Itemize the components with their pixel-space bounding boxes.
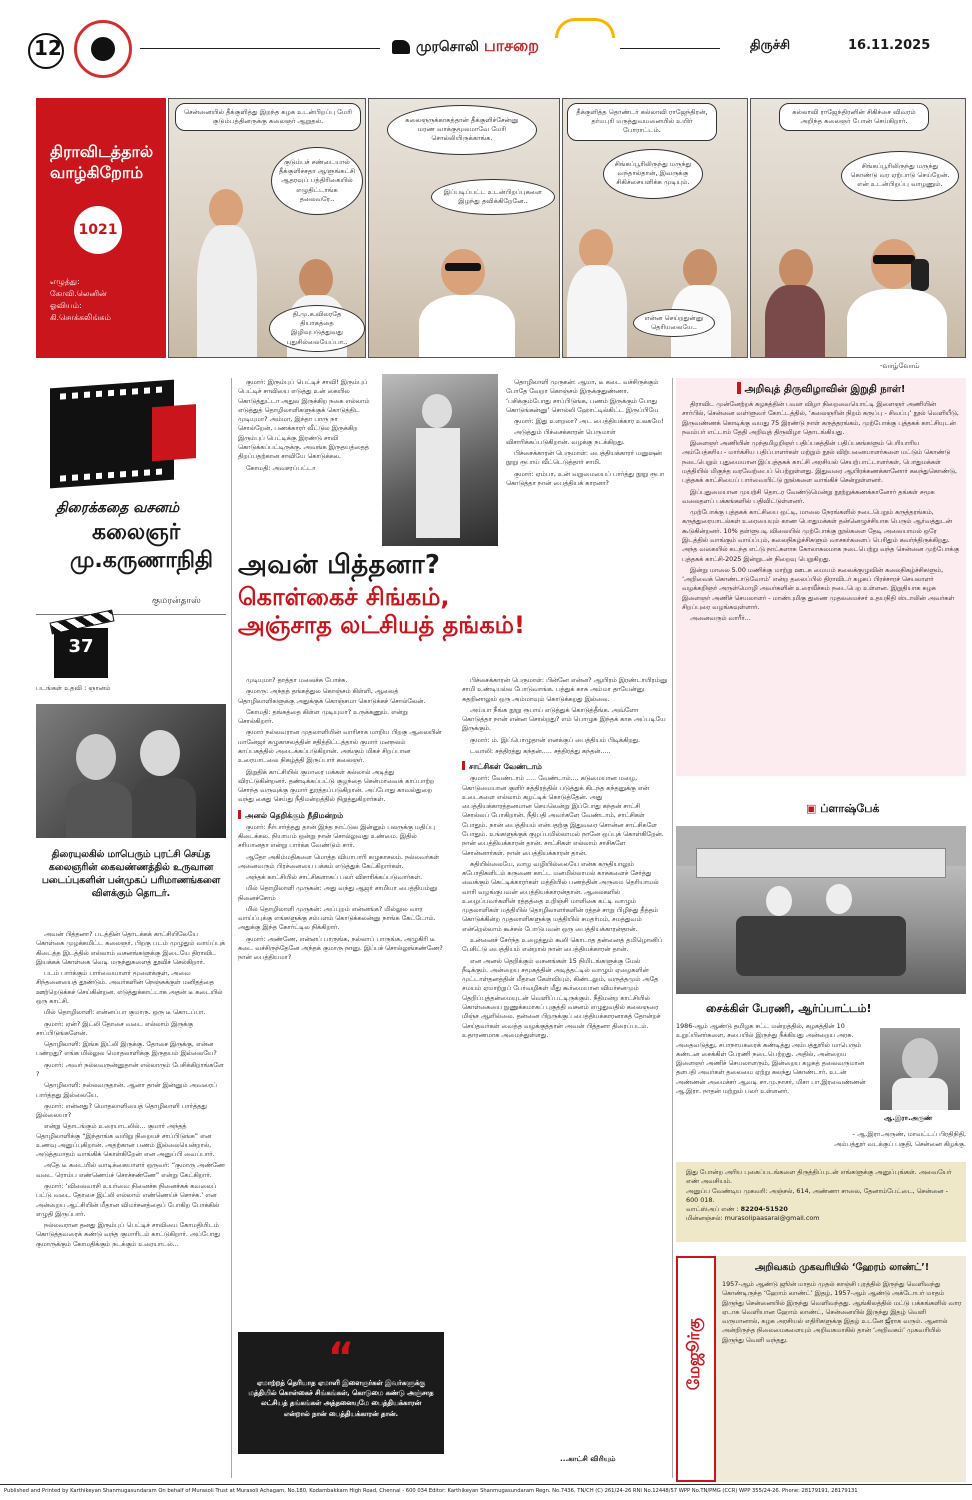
history-side-tag <box>676 1256 716 1482</box>
paragraph: குமார்: ம். இப்பொழுதான் எனக்குப் பைத்தியம் பிடிக்கிறது. <box>470 735 641 744</box>
contributor-caption: ஆ.இரா.அருண் <box>884 1114 933 1122</box>
flashback-label <box>806 802 879 817</box>
camera-icon: ▣ <box>806 802 821 815</box>
masthead-murasoli: முரசொலி <box>416 39 479 55</box>
comic-artist-label: ஓவியம்: <box>50 300 82 310</box>
paragraph: குமார்: ‘விலைவாசி உயர்வை நினைச்சு நினைச்சுக் கவலைப் பட்டு வடை தோசை இட்லி எல்லாம் எண்ணெய்ச் சொச்சு.’ என அன்றைய ஆட்சியின் மீதான விமர்சனத்தைப் போகிற போக்கில் எழுதி இருப்பார். <box>36 1182 220 1218</box>
comic-title-panel <box>36 98 166 358</box>
contributor-photo <box>880 1028 960 1110</box>
series-author: குமரன்தாஸ் <box>152 596 201 606</box>
character-head <box>299 259 333 299</box>
paragraph: இன்று மாலை 5.00 மணிக்கு மாற்று ஊடக மையம் கலைக்குழுவின் கலைநிகழ்ச்சிகளும், ‘அறிவைக் கொண்டாடுவோம்’ என்ற தலைப்பில் திராவிடர் கழகப் பிரச்சாரச் செயலாளர் வழக்கறிஞர் அருள்மொழி அவர்களின் உரைவீச்சும் நடைபெற உள்ளன. இறுதியாக கழக இளைஞர் அணிச் செயலாளர் - மாண்புமிகு துணை முதலமைச்சர் உதயநிதி ஸ்டாலின் அவர்கள் சிறப்புரை வழங்கவுள்ளார். <box>682 565 955 611</box>
article-mid2-top <box>506 378 666 490</box>
quote-icon: “ <box>327 1335 355 1381</box>
person <box>826 884 852 914</box>
submit-email-label: மின்னஞ்சல்: <box>686 1214 723 1223</box>
pull-quote <box>238 1332 444 1454</box>
comic-panel-3 <box>562 98 748 358</box>
paragraph: முற்போக்கு புத்தகக் காட்சியை ஒட்டி, மாலை நேரங்களில் நடைபெறும் கருத்தரங்கம், கருத்துரையாடல்கள் உரையையும் காண பொதுமக்கள் தன்னெழுச்சியாக பெரும் ஆர்வத்துடன் கூடுகின்றனர். 10% தள்ளுபடி விலையில் முற்போக்கு நூல்களை தேடி அலையாமல் ஒரே இடத்தில் வாங்கும் வாய்ப்பும், கலைநிகழ்ச்சிகளும் வாசகர்களைப் பெரிதும் கவர்ந்திருக்கிறது. அந்த வகையில் கடந்த எட்டு நாட்களாக கோலாகலமாக நடைபெற்று வந்த சென்னை முற்போக்கு புத்தகக் காட்சி-2025 இன்றுடன் நிறைவு பெறுகிறது. <box>682 508 960 563</box>
article-mid2-column <box>462 676 668 1042</box>
footer-imprint: Published and Printed by Karthikeyan Shanmugasundaram On behalf of Murasoli Trust at Murasoli Achagam, No.180, Kodambakkam High Road, Chennai - 600 034 Editor: Karthikeyan Shanmugasundaram Regn. No.7436, TN/CH (C) 261/24-26 RNI No.12448/57 WPP No.TN/PMG (CCR) WPP 355/24-26. Phone: 28179191, 28179131 <box>4 1488 858 1494</box>
contributor-signature <box>780 1130 966 1149</box>
series-intro: திரையுலகில் மாபெரும் புரட்சி செய்த கலைஞரின் கைவண்ணத்தில் உருவான படைப்புகளின் பன்முகப் பரிமாணங்களை விளக்கும் தொடர். <box>41 849 221 900</box>
edition-date: 16.11.2025 <box>848 38 931 53</box>
bull-icon <box>392 40 410 54</box>
history-side-label: மேஜூர்கு <box>684 1318 703 1391</box>
speech-bubble: என்ன செய்றதுன்னு தெரியலையே.. <box>633 309 715 337</box>
actor-face <box>422 394 452 428</box>
paragraph: கதியில்லையே, வாழ வழியில்லையே என்க கருதியாலும் கபோதிகளிடம் கருணை காட்ட மனமில்லாமல் காசுகளைச் சேர்த்து வைக்கும் கெட்டிக்காரர்கள் மத்தியில் பணத்தின் அருமை தெரியாமல் வாரி வழங்குபவன் பைத்தியக்காரன்தான். ஆலைகளில் உழைப்பவர்களின் ரத்தத்தை உறிஞ்சி மாளிகை கட்டி வாழும் முதலாளிகள் மத்தியில் தொழிலாளர்களின் ரத்தச் சாறு பிழிந்து தீத்தம் கொடுக்கின்ற முதலாளிகளுக்கு மத்தியில் சமதர்மம், சமத்துவம் என்றெல்லாம் கூச்சல் போடுபவன் ஒரு பைத்தியக்காரன்தான். <box>462 859 659 933</box>
masthead-pasarai: பாசறை <box>483 36 540 55</box>
paragraph: பிச்சைக்காரன் பெருமாள்: பின்னே என்ன? ஆயிரம் இரண்டாயிரம்னு சாமி உண்டியல்ல போடுவாங்க. பத்துக் காசு அம்மா தாயேன்னு கதறினாலும் ஒரு அம்மாவும் கொடுக்கறது இல்லை. <box>462 676 668 703</box>
character-head <box>683 249 717 289</box>
pull-quote-text: ஏமாற்றத் தெரியாத ஏமாளி இளைஞர்கள் இவர்களுக்கு மத்தியில் கொள்கைச் சிங்கங்கள், கொடுமை கண்டு அஞ்சாத லட்சியத் தங்கங்கள் அத்தனையுமே பைத்தியக்காரன் என்றால் நான் பைத்தியக்காரன் தான். <box>248 1379 434 1418</box>
paragraph: குமார்: என்னது? மொதலாளியைத் தொழிலாளி பார்த்தது இல்லையா? <box>36 1101 207 1120</box>
comic-title: திராவிடத்தால் வாழ்கிறோம் <box>50 142 154 182</box>
continued-note: ...காட்சி விரியும் <box>560 1454 616 1463</box>
film-still-photo <box>36 704 226 838</box>
edition-city: திருச்சி <box>750 38 791 53</box>
paragraph: குமாரு: அந்தத் தங்கத்துல கொஞ்சம் கிள்ளி, ஆலைத் தொழிலாளிகளுக்கு அதுக்குக் கொஞ்சமா கொடுக்கச் சொல்லேன். <box>238 687 426 705</box>
history-note-title: அறிவகம் முகவரியில் ‘ஹேரம் லாண்ட்’! <box>754 1262 930 1273</box>
history-note-box <box>676 1256 966 1482</box>
actor-body <box>66 782 132 838</box>
paragraph: அவன் பித்தனா? படத்தின் தொடக்கக் காட்சியிலேயே கொள்கை முழக்கமிட்ட கலைஞர், பிறகு படம் முழுதும் வாய்ப்புக் கிடைத்த இடத்தில் எல்லாம் வசனங்களுக்கு இடையே திராவிட இயக்கக் கொள்கை வெடி மருந்துகளைத் தூவிச் செல்கிறார். <box>36 930 225 966</box>
article-headline <box>238 550 668 640</box>
contributor-sign-line2: அம்பத்தூர் வடக்குப் பகுதி, சென்னை கிழக்கு. <box>834 1139 966 1148</box>
speech-bubble: சிங்கப்பூரிலிருந்து மருந்து கொண்டு வர ஏற்பாடு செய்றேன். என் உடன்பிறப்பு வாழணும். <box>841 151 959 201</box>
kalaignar-emblem-logo <box>74 20 132 78</box>
rally-title: சைக்கிள் பேரணி, ஆர்ப்பாட்டம்! <box>706 1002 872 1015</box>
banner <box>696 848 946 878</box>
paragraph: கோமதி: அவசரப்பட்டா <box>246 463 316 472</box>
headline-line1: அவன் பித்தனா? <box>238 550 441 580</box>
character-figure <box>847 289 947 358</box>
header-rule-left <box>140 48 380 49</box>
speech-bubble: கல்லாவி ராஜேந்திரனின் சிகிச்சை விவரம் அறிந்த கலைஞர் போன் செய்கிறார். <box>779 103 929 131</box>
paragraph: இளைஞர் அணியின் முந்தமிழறிஞர் பதிப்பகத்தின் பதிப்பகங்களும் பெரியாரிய அம்பேத்கரிய - மார்க்சிய பதிப்பாளர்கள் மற்றும் நூல் விற்பனையாளர்களை மட்டும் கொண்டு நடைபெறும் புதுமையான இப்புத்தகக் காட்சி அரசியல் செயற்பாட்டாளர்கள், பொதுமக்கள் மத்தியில் மிகுந்த வரவேற்பைப் பெற்றுள்ளது. இதுவரை ஆயிரக்கணக்கானோர் கலந்துகொண்டு, புத்தகக் காட்சியைப் பார்வையிட்டு நூல்களை வாங்கிச் சென்றுள்ளனர். <box>682 439 957 485</box>
comic-artist: கி.சொக்கலிங்கம் <box>50 312 111 322</box>
article-mid1-top <box>238 378 372 475</box>
character-figure <box>197 225 257 358</box>
submit-email-link[interactable]: murasolipaasarai@gmail.com <box>724 1214 820 1223</box>
jeep <box>736 916 906 976</box>
character-head <box>209 189 243 229</box>
masthead <box>392 36 539 57</box>
paragraph: தொழிலாளி: இங்க இட்லி இருக்கு. தோசை இருக்கு, என்ன பண்றது? எங்க மில்லுல மொதலாளிக்கு இருதயம் இல்லையே? <box>36 1040 217 1058</box>
festival-notice-title: அறிவுத் திருவிழாவின் இறுதி நாள்! <box>682 382 960 396</box>
speech-bubble: சென்னையில் தீக்குளித்து இறந்த கழக உடன்பிறப்பு மேரி குடும்பத்தினருக்கு கலைஞர் ஆறுதல். <box>175 103 361 131</box>
comic-panel-4 <box>750 98 966 358</box>
article-left-column <box>36 930 226 1251</box>
festival-notice-body <box>682 400 960 623</box>
paragraph: அய்யா நீங்க நூறு ரூபாய் எடுத்துக் கொடுத்தீங்க. அவ்ளோ கொடுத்தா நான் என்ன சொல்றது? எம் பொழுசு இந்தக் காசு அப்படியே இருக்கும். <box>462 705 666 733</box>
paragraph: மில் தொழிலாளி முருகன்: அப்புறம் என்னங்க? மில்லுல வார வாய்ப்புக்கு எங்களுக்கு சம்பளம் கொடுக்கலன்னு நாங்க கேட்டோம். அதுக்கு இந்த கோர்ட்டில நிக்கிறார். <box>238 904 436 932</box>
character-figure <box>419 295 515 358</box>
comic-credits <box>50 276 154 324</box>
submit-note: இது போன்ற அரிய புகைப்படங்களை திருத்திப்புடன் எங்களுக்கு அனுப்புங்கள். அவையேர் எண் அவசியம். <box>686 1168 952 1186</box>
film-holes <box>60 386 164 399</box>
paragraph: மில் தொழிலாளி முருகன்: அது வந்து ஆஜர் சாமியா பைத்தியம்னு நினைச்சோம் <box>238 884 438 902</box>
column-divider <box>672 378 673 1478</box>
sunglasses-icon <box>445 263 481 271</box>
character-head <box>779 249 813 289</box>
character-head <box>579 229 613 269</box>
series-logo-line2: கலைஞர் <box>92 520 181 545</box>
contributor-sign-line1: – ஆ.இரா.அருண், மாவட்டப் பிரதிநிதி, <box>852 1130 966 1138</box>
headline-line2b: அஞ்சாத லட்சியத் தங்கம்! <box>238 611 525 640</box>
film-reel-graphic <box>50 380 174 489</box>
photo-credit: படங்கள் உதவி : ஞானம் <box>36 684 111 692</box>
paragraph: குமார்: நீர்பார்த்தது தான் இந்த நாட்டுல இன்னும் பலருக்கு மதிப்பு கிடைக்கல. நியாயம் ஒன்று நான் சொல்லுவது உண்மை. இதில் சரியானதா என்று பார்க்க வேண்டும் சார். <box>238 822 435 850</box>
actress-face <box>140 730 180 776</box>
history-note-body: 1957-ஆம் ஆண்டு ஜூன் மாதம் முதல் காஞ்சி புரத்தில் இருந்து வெளிவந்து கொண்டிருந்த ‘ஹோம் லாண்ட்’ இதழ், 1957-ஆம் ஆண்டு அக்டோபர் மாதம் இருந்து சென்னையில் இருந்து வெளிவந்தது. ஆங்கிலத்தில் மட்டு பக்கங்களில் வார ஏடாக வெளியான ஹோம் லாண்ட், சென்னையில் இருந்து இதழ் வெளி வருமானால், கழக அரசியல் எதிரிகளுக்கு இதழ் உடனே ஜீராக வரும். ஆனால் அன்றிருந்த நிலைமைகளையும் அறிவகமாகில் தான் ‘அறிவகம்’ முகவரியில் இருந்து வெளி வந்தது. <box>722 1280 962 1344</box>
paragraph: தொழிலாளி முருகன்: ஆமா, டீ கடை வச்சிருக்கும் போதே வேறா கொஞ்சம் இருக்குதுண்ணா. ‘பசிக்கும்போது சாப்பிடுங்க, பணம் இருக்கும் போது கொடுங்கன்னு’ சொல்லி ஹோட்டில்கிட்ட இருப்பியே <box>506 378 659 414</box>
paragraph: அதே டீ கடையில் வாடிக்கையாளர் ஒருவர்: “குமாரு அண்ணே வடை ரொம்ப எண்ணெய்ச் சொச்சண்ணே” என்று கேட்கிறார். <box>36 1161 225 1179</box>
actress-body <box>132 778 196 838</box>
article-mid1-column <box>238 676 443 965</box>
speech-bubble: தீக்குளித்த தொண்டர் கல்லாவி ராஜேந்திரன், தர்மபுரி மருத்துவமனையில் உயிர் போராட்டம். <box>567 103 717 141</box>
submit-whatsapp-label: வாட்ஸ்அப் எண் : <box>686 1205 739 1214</box>
page-header <box>0 0 972 86</box>
paragraph: குமார்: இரும்புப் பெட்டிச் சாவி! இரும்புப் பெட்டிச் சாவியை எடுத்து உன் கையில கொடுத்துட்டா அதுல இருக்கிற நகை எல்லாம் எடுத்துத் தொழிலாளிகளுக்குக் கொடுத்திட முடியுமா? அம்மா, இந்தா பாரு நா சொல்றேன், பணக்காரர் வீட்டுல இருக்கிற இரும்புப் பெட்டிக்கு இரண்டு சாவி கொடுக்கப்பட்டிருக்கு. அவங்க இருதயத்தைத் திறப்பதற்கான சாவியே கொடுக்கல. <box>238 378 370 461</box>
actor-face <box>76 734 116 780</box>
paragraph: நல்லவரான தனது இரும்புப் பெட்டிச் சாவியை கோமதியிடம் கொடுத்தவரைக் கண்டு வந்த குமாரிடம் காட்டுகிறார். அப்போது குமாருக்கும் கோமதிக்கும் நடக்கும் உரையாடல்... <box>36 1221 220 1248</box>
rally-body: 1986-ஆம் ஆண்டு தமிழக சட்ட மன்றத்தில், கழகத்தின் 10 உறுப்பினர்களை, சபையில் இருந்து நீக்கியது அன்றைய அரசு. அதைவடுத்து, சபாநாயகரைக் கண்டித்து அம்பத்தூரில் மாபெரும் கண்டன சைக்கிள் பேரணி நடைபெற்றது. அதில், அன்றைய இளைஞர் அணிச் செயலாளரும், இன்றைய கழகத் தலைவருமான தளபதி அவர்கள் தலைமை ஏற்று கலந்து கொண்டார். உடன் அண்ணன் அமைச்சர் ஆவடி சா.மு.நாசர், மிசா பா.இரவைண்ணன் ஆ.இரா. நாதன் மற்றும் பலர் உள்ளனர். <box>676 1022 866 1095</box>
paragraph: உன்னைச் சேர்ந்த உழைத்தும் கூலி கொடாத தன்னைத் தமிழொனிப் பேசிட்டு பைத்தியம் என்றால் நான் பைத்தியக்காரன் தான். <box>462 936 663 954</box>
speech-bubble: தி.மு.க.விலரதே தியாகத்தை இழிவுபடுத்துவது புதுசில்லையேப்பா.. <box>269 305 365 352</box>
comic-sign-off: -வாழ்வோம் <box>880 362 920 370</box>
submit-address-label: அனுப்ப வேண்டிய முகவரி: <box>686 1186 768 1195</box>
paragraph: முடியுமா? தாத்தா மலைச்சு போச்சு. <box>246 676 348 684</box>
subheading: அனல் தெறிக்கும் நீதிமன்றம் <box>238 810 443 821</box>
paragraph: குமார்: அவர் நல்லவருன்னுதான் எல்லாரும் பேசிக்கிறாங்களே ? <box>36 1060 224 1078</box>
actor-body <box>416 428 460 538</box>
flashback-photo <box>676 826 966 994</box>
footer-rule <box>0 1484 972 1485</box>
paragraph: என அனல் தெறிக்கும் வசனங்கள் 15 நிமிடங்களுக்கு மேல் நீடிக்கும். அன்றைய சமூகத்தின் அடித்தட்டில் வாழும் ஏழைகளின் முட்டாள்தனத்தின் மீதான கேள்வியும், கிண்டலும், வருத்தமும் அதே சமயம் ஏமாற்றுப் பேர்வழிகள் மீது கூர்மையான விமர்சனமும் தெறிப்புத்தன்மையுடன் வெளிப்பட்டிருக்கும். நீதிமன்ற காட்சியில் கொள்கையை நுணுக்கமாகப் புகுத்தி வசனம் எழுதுவதில் கலைஞரை மிஞ்ச ஆளில்லை. தன்னை பிறருக்குப் பைத்தியக்காரனாகத் தோன்றச் செய்தவர்கள் வைத்த வழக்குத்தான் அவன் பித்தனா திரைப்படம். உதாரணமாக அமைந்துள்ளது. <box>462 956 661 1039</box>
speech-bubble: கலைஞருக்காகத்தான் தீக்குளிச்சேன்னு மரண வாக்குமூலமாவே மேரி சொல்லியிருக்காங்க. <box>387 105 537 155</box>
series-logo-line1: திரைக்கதை வசனம் <box>56 500 180 516</box>
paragraph: குமார்: வேண்டாம் ..... வேண்டாம்.... கடுமையான மழை, கொடுமையான குளிர் சத்திரத்தில் படுத்துக் கிடந்த கந்தனுக்கு என் உடைகளை எல்லாம் கழட்டிக் கொடுத்தேன். அது பைத்தியக்காரத்தனமான செயலென்று இப்போது கந்தன் சாட்சி சொல்லப் போகிறான். நீதிபதி அவர்களே வேண்டாம், சாட்சிகள் போதும். நான் பைத்தியம் என்பதற்கு இதுவரை சொன்ன சாட்சிகளே போதும். உங்களுக்குக் குழப்பமில்லாமல் நானே ஒப்புக் கொள்கிறேன். நான் பைத்தியக்காரன் தான். சாட்சிகள் எல்லாம் சாசிகளே சொன்னார்கள். நான் பைத்தியக்காரன் தான். <box>462 774 664 857</box>
telephone-icon <box>911 259 929 291</box>
paragraph: மில் தொழிலாளி: என்னப்பா குமாரு. ஒரு டீ கொடப்பா. <box>44 1008 206 1017</box>
sunrise-icon <box>555 18 615 38</box>
headline-line2 <box>238 583 668 640</box>
column-divider <box>231 378 232 1478</box>
paragraph: என்று தொடங்கும் உரையாடலில்... குமார் அந்தத் தொழிலாளிக்கு “இந்தாங்க வயிறு நிறையச் சாப்பிடுங்க” என உணவு அனுப்புகிறான். அதற்கான பணம் இல்லையென்றால், அடுத்தமாதம் வாங்கிக் கொள்கிறேன் என அனுப்பி வைப்பார். <box>36 1122 215 1159</box>
submit-whatsapp: 82204-51520 <box>740 1205 788 1214</box>
paragraph: தொழிலாளி: நல்லவருதான். ஆனா தான் இன்னும் அவரைப் பார்த்தது இல்லையே. <box>36 1081 217 1099</box>
paragraph: அடுத்தும் பிச்சைக்காரன் பெருமாள் விசாரிக்கப்படுகிறான். வழக்கு நடக்கிறது. <box>506 428 625 446</box>
paragraph: குமார்: அண்ணே, என்னப் பாருங்க, நல்லாப் பாருங்க, அழுகிரி டீ கடை வச்சிருந்தேனே அந்தக் குமாரு நானு. இப்பச் சொல்லுங்கண்ணே? நான் பைத்தியமா? <box>238 934 443 962</box>
person <box>766 886 792 916</box>
headline-line2a: கொள்கைச் சிங்கம், <box>238 583 450 611</box>
speech-bubble: இப்படிப்பட்ட உடன்பிறப்புகளை இழந்து தவிக்கிறேனே.. <box>431 179 555 215</box>
comic-episode-badge: 1021 <box>74 206 122 254</box>
film-holes <box>60 468 164 481</box>
speech-bubble: சிங்கப்பூரிலிருந்து மருந்து வந்தால்தான், இவருக்கு சிகிச்சையளிக்க முடியும். <box>603 149 703 199</box>
comic-panel-2 <box>368 98 560 358</box>
paragraph: கோமதி: தங்கத்தை கிள்ள முடியுமா? உருக்கணும். என்று சொல்கிறார். <box>238 707 408 726</box>
paragraph: டவாலி: சத்திரத்து கந்தன்..... சத்திரத்து கந்தன்..... <box>470 746 611 755</box>
page-number: 12 <box>34 36 62 60</box>
character-head <box>441 249 485 295</box>
subheading: சாட்சிகள் வேண்டாம் <box>462 761 668 772</box>
paragraph: படம் பார்க்கும் பார்வையாளர் மூளைக்குள், அவை சிந்தனையைத் தூண்டும். அவர்களின் நெஞ்சுக்குள் மனிதத்தை ஊற்றெடுக்கச் செய்கின்றன. எடுத்துக்காட்டாக அதன் டீ கடையில் ஒரு காட்சி. <box>36 969 223 1005</box>
festival-notice-box <box>676 378 966 776</box>
series-episode-number: 37 <box>68 636 94 657</box>
series-logo-line3: மு.கருணாநிதி <box>70 548 213 573</box>
speech-bubble: குடும்பச் சண்டையால் தீக்குளிச்சதா ஆளுங்கட்சி ஆதரவுப் பத்திரிகையில் எழுதிட்டாங்க தலைவரே.. <box>271 147 363 215</box>
divider <box>36 614 226 615</box>
paragraph: குமார்: இது உளறலா? அட பைத்தியக்கார உலகமே! <box>514 417 664 426</box>
paragraph: அந்தக் காட்சியில் சாட்சிகளாகப் பலர் விசாரிக்கப்படுவார்கள். <box>246 873 423 882</box>
paragraph: பிச்சைக்காரன் பெருமாள்: பைத்தியக்காரர் மனுஷன் நூறு ரூபாய் வீட்டெடுத்தார் சாமி. <box>506 448 662 467</box>
paragraph: குமார்: ஏம்பா, உன் வறுமையைப் பார்த்து நூறு ரூபா கொடுத்தா நான் பைத்தியக் காரனா? <box>506 469 665 487</box>
film-still-photo-2 <box>382 374 498 546</box>
sunglasses-icon <box>873 255 915 264</box>
paragraph: குமார்: ஏன்? இட்லி தோசை வடை எல்லாம் இருக்கு சாப்பிடுங்களேன். <box>36 1019 193 1037</box>
contributor-body <box>892 1078 948 1110</box>
paragraph: குமார் நல்லவரான முதலாளியின் வாரிசாக மாறிய பிறகு ஆலையின் மானேஜர் கழுகாசலத்தின் சதித்திட்டத்தால் குமார் மனநலம் காப்பகத்தில் அடைக்கப்படுகிறான். அங்கும் மிகச் சிறப்பான உரையாடலை நிகழ்த்தி இருப்பார் கலைஞர். <box>238 728 442 765</box>
submission-info-box <box>676 1162 966 1242</box>
comic-writer: கோவி.லெனின் <box>50 288 107 298</box>
paragraph: ஆதோ அகிம்மதிகளை மொத்த வியாபாரி கழுகாசலம். நல்லவர்கள் அனைவரும் பிரச்னையை பக்கம் எடுத்துக் கேட்கிறார்கள். <box>238 852 439 870</box>
paragraph: அனைவரும் வாரீர்... <box>690 614 751 623</box>
character-figure <box>765 285 825 358</box>
submit-address: அஞ்சல், 614, அண்ணா சாலை, தேனாம்பேட்டை, சென்னை - 600 018. <box>686 1186 948 1204</box>
header-rule-right <box>620 48 720 49</box>
character-figure <box>567 265 627 358</box>
comic-panel-1 <box>168 98 366 358</box>
paragraph: திராவிட முன்னேற்றக் கழகத்தின் பவள விழா நிறைவையொட்டி இளைஞர் அணியின் சார்பில், சென்னை வள்ளுவர் கோட்டத்தில், ‘கலைஞரின் நிறம் கருப்பு - சிவப்பு’ நூல் வெளியீடு, இருவண்ணக் கொடிக்கு வயது 75 இரண்டு நாள் கருத்தரங்கம், முற்போக்கு புத்தகக் காட்சியுடன் நவம்பர் எட்டாம் தேதி அறிவுத் திருவிழா தொடங்கியது. <box>682 400 959 436</box>
contributor-face <box>902 1038 938 1080</box>
paragraph: இறுதிக் காட்சியில் குமாரை மக்கள் கல்லால் அடித்து விரட்டுகின்றனர். தண்டிக்கப்பட்டு குழந்தை சென்மாவைக் காப்பாற்ற சொந்த வருவுக்கு குமார் துரத்தப்படுகிறான். அப்போது காவல்துறை வந்து கைது செய்து நீதிமன்றத்தில் நிறுத்துகிறார்கள். <box>238 767 435 804</box>
comic-writer-label: எழுத்து: <box>50 276 80 286</box>
flashback-text: ப்ளாஷ்பேக் <box>820 802 880 815</box>
paragraph: இப்புதுமையான முயற்சி தொடர வேண்டுமென்று நூற்றுக்கணக்கானோர் தங்கள் சமூக வலைதளப் பக்கங்களில் பதிவிட்டுள்ளனர். <box>682 487 935 505</box>
